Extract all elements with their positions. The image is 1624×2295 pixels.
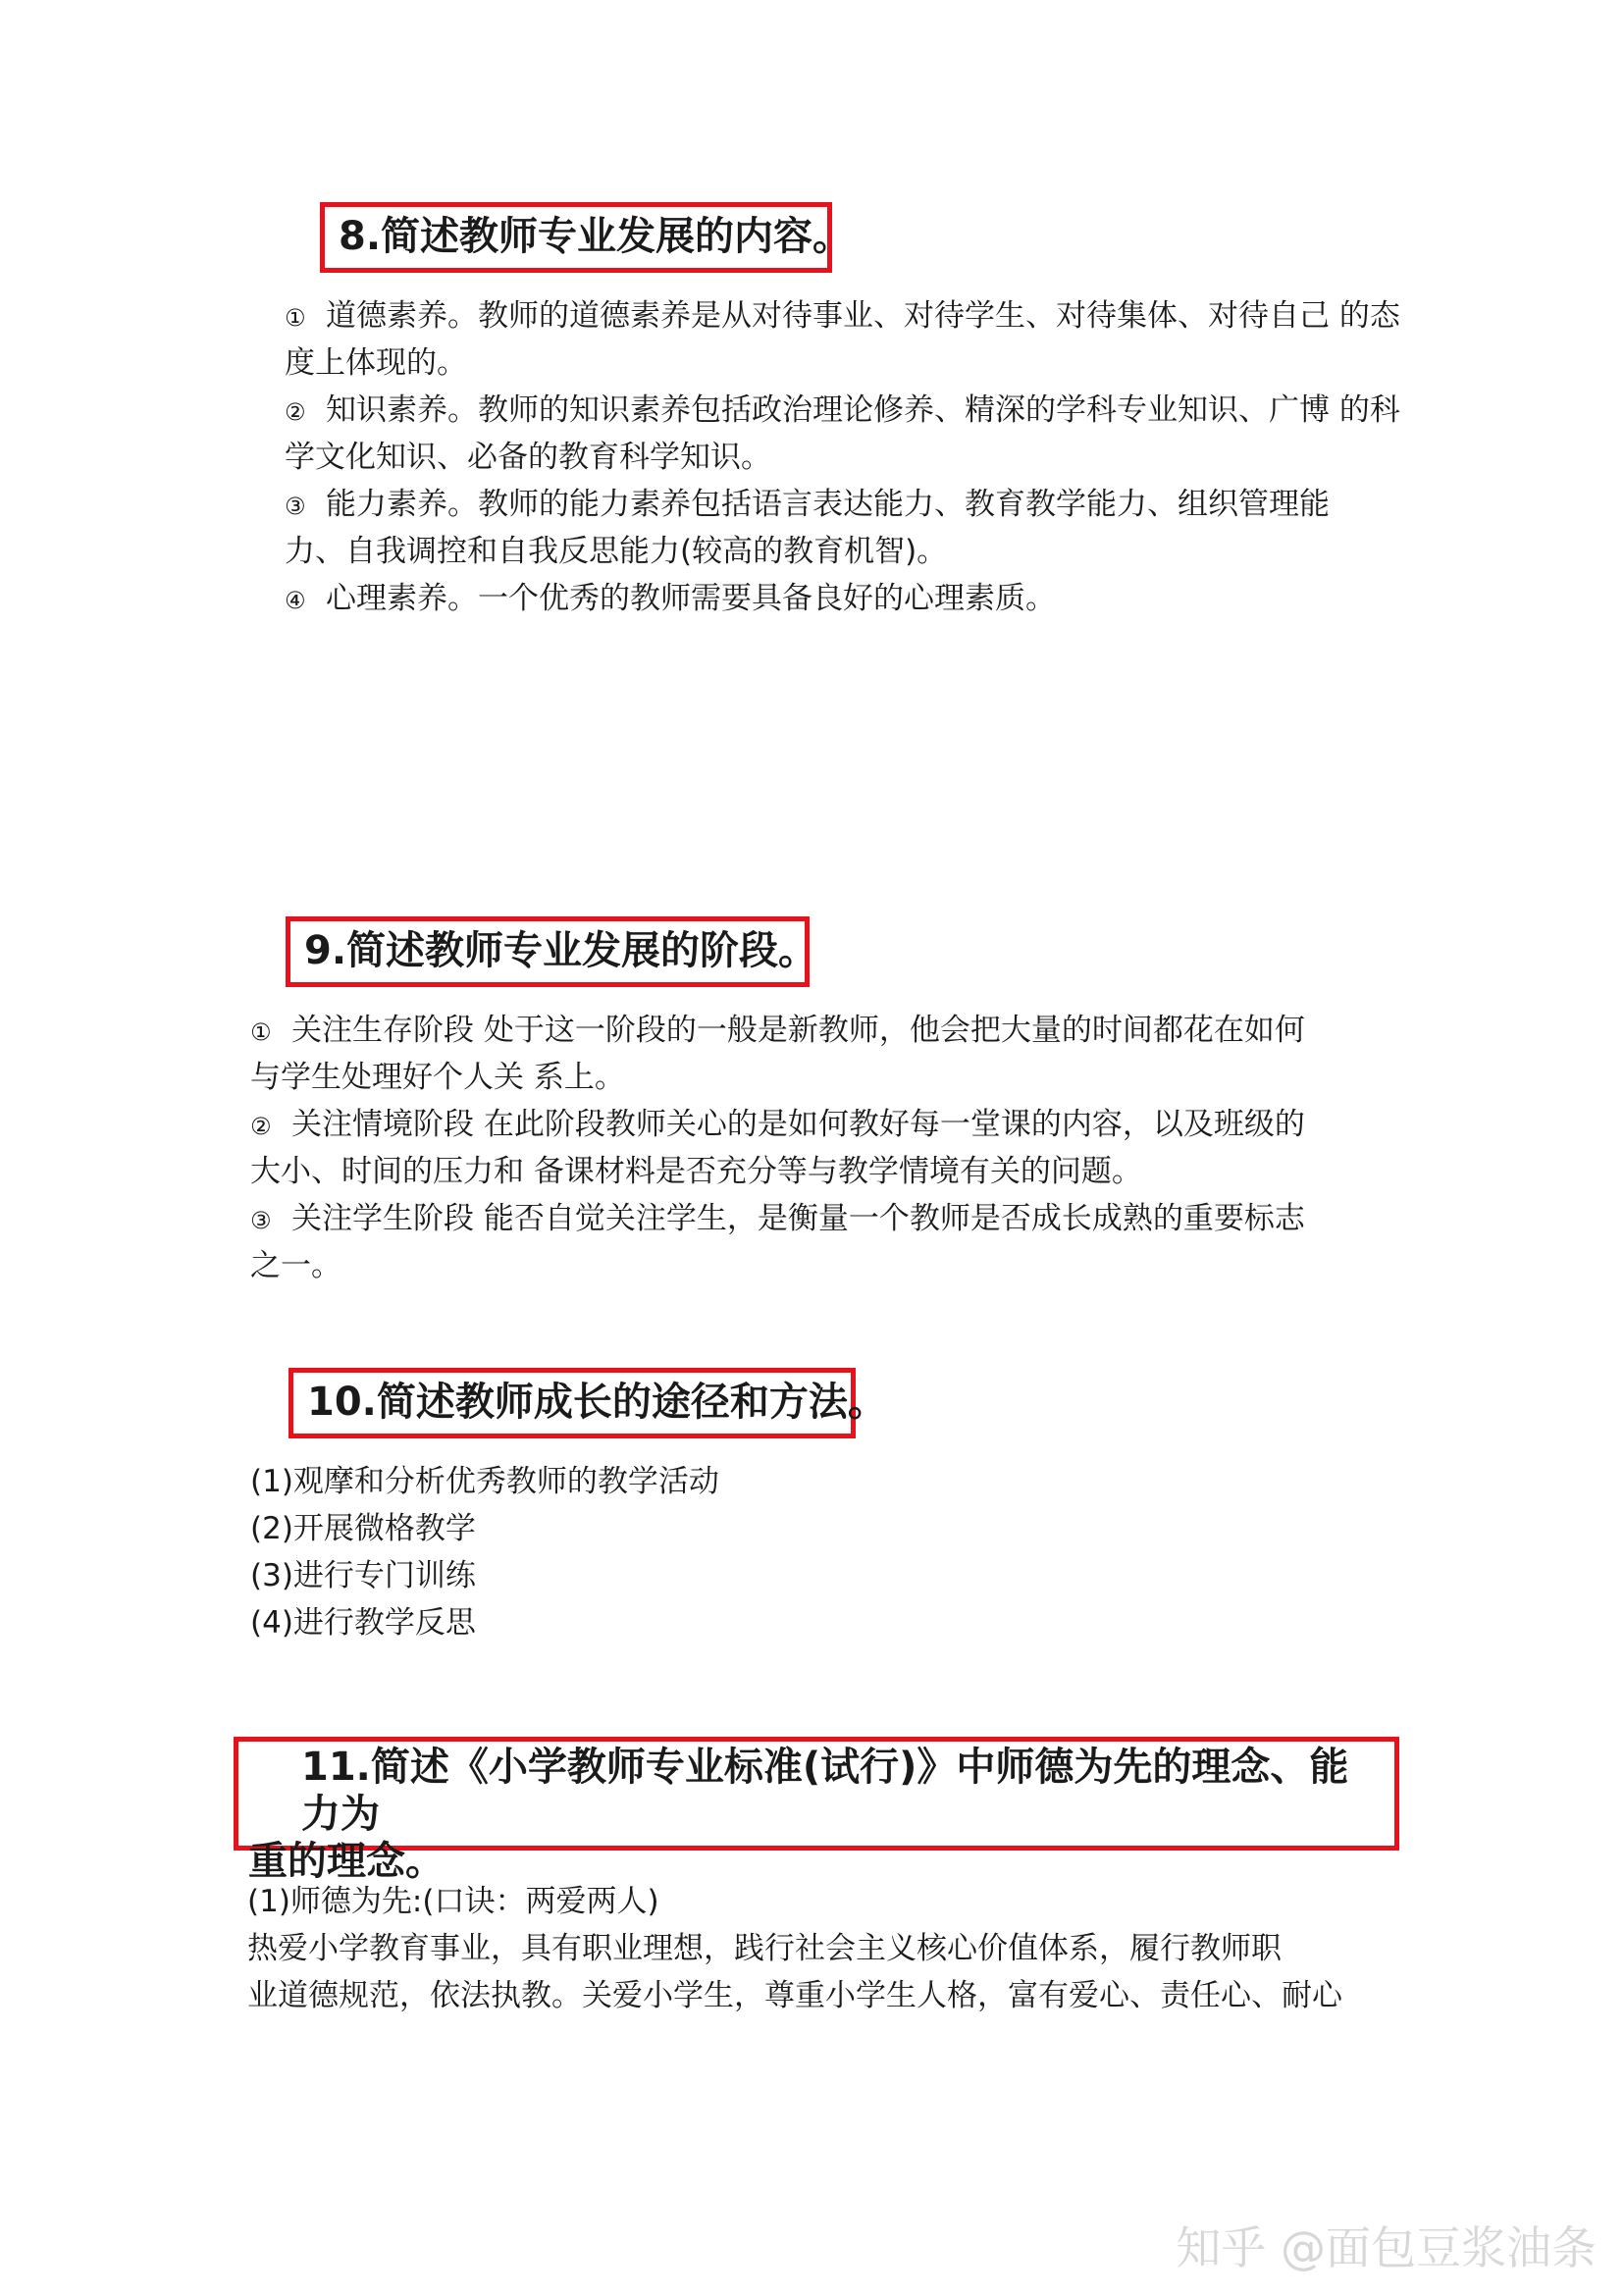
s9-item-1-line-1: ① 关注生存阶段 处于这一阶段的一般是新教师，他会把大量的时间都花在如何 <box>250 1011 1305 1052</box>
s8-item-4-line-1: ④ 心理素养。一个优秀的教师需要具备良好的心理素质。 <box>285 579 1056 620</box>
section-10-heading: 10.简述教师成长的途径和方法。 <box>288 1368 856 1438</box>
s10-item-2: (2)开展微格教学 <box>250 1511 476 1546</box>
s9-item-3-line-2: 之一。 <box>250 1248 341 1283</box>
s8-item-2-marker: ② <box>285 398 306 426</box>
section-9-heading: 9.简述教师专业发展的阶段。 <box>286 916 810 987</box>
s8-item-3-marker: ③ <box>285 493 306 520</box>
s11-line-1: (1)师德为先:(口诀：两爱两人) <box>247 1884 659 1919</box>
s8-item-4-marker: ④ <box>285 587 306 614</box>
s10-item-4: (4)进行教学反思 <box>250 1605 476 1641</box>
s9-item-1-marker: ① <box>250 1018 272 1046</box>
s8-item-1-line-2: 度上体现的。 <box>285 345 467 381</box>
s9-item-2-line-1: ② 关注情境阶段 在此阶段教师关心的是如何教好每一堂课的内容，以及班级的 <box>250 1105 1305 1146</box>
s11-line-3: 业道德规范，依法执教。关爱小学生，尊重小学生人格，富有爱心、责任心、耐心 <box>247 1978 1342 2013</box>
section-8-heading: 8.简述教师专业发展的内容。 <box>320 202 832 273</box>
s8-item-1-line-1: ① 道德素养。教师的道德素养是从对待事业、对待学生、对待集体、对待自己 的态 <box>285 296 1400 338</box>
s9-item-1-line-2: 与学生处理好个人关 系上。 <box>250 1060 625 1095</box>
section-11-heading-line-1: 11.简述《小学教师专业标准(试行)》中师德为先的理念、能力为 <box>301 1745 1349 1837</box>
s9-item-3-marker: ③ <box>250 1207 272 1234</box>
s9-item-2-line-2: 大小、时间的压力和 备课材料是否充分等与教学情境有关的问题。 <box>250 1154 1142 1189</box>
s9-item-2-marker: ② <box>250 1113 272 1140</box>
s11-line-2: 热爱小学教育事业，具有职业理想，践行社会主义核心价值体系，履行教师职 <box>247 1931 1282 1966</box>
s10-item-1: (1)观摩和分析优秀教师的教学活动 <box>250 1464 719 1499</box>
s8-item-3-line-2: 力、自我调控和自我反思能力(较高的教育机智)。 <box>285 534 948 569</box>
zhihu-watermark: 知乎 @面包豆浆油条 <box>1176 2221 1597 2274</box>
s8-item-3-line-1: ③ 能力素养。教师的能力素养包括语言表达能力、教育教学能力、组织管理能 <box>285 485 1330 526</box>
section-11-heading <box>234 1737 1399 1884</box>
s8-item-1-marker: ① <box>285 304 306 332</box>
s9-item-3-line-1: ③ 关注学生阶段 能否自觉关注学生，是衡量一个教师是否成长成熟的重要标志 <box>250 1199 1305 1240</box>
s8-item-2-line-1: ② 知识素养。教师的知识素养包括政治理论修养、精深的学科专业知识、广博 的科 <box>285 391 1400 432</box>
section-11-heading-line-2: 重的理念。 <box>248 1839 445 1884</box>
s10-item-3: (3)进行专门训练 <box>250 1558 476 1593</box>
s8-item-2-line-2: 学文化知识、必备的教育科学知识。 <box>285 440 771 475</box>
